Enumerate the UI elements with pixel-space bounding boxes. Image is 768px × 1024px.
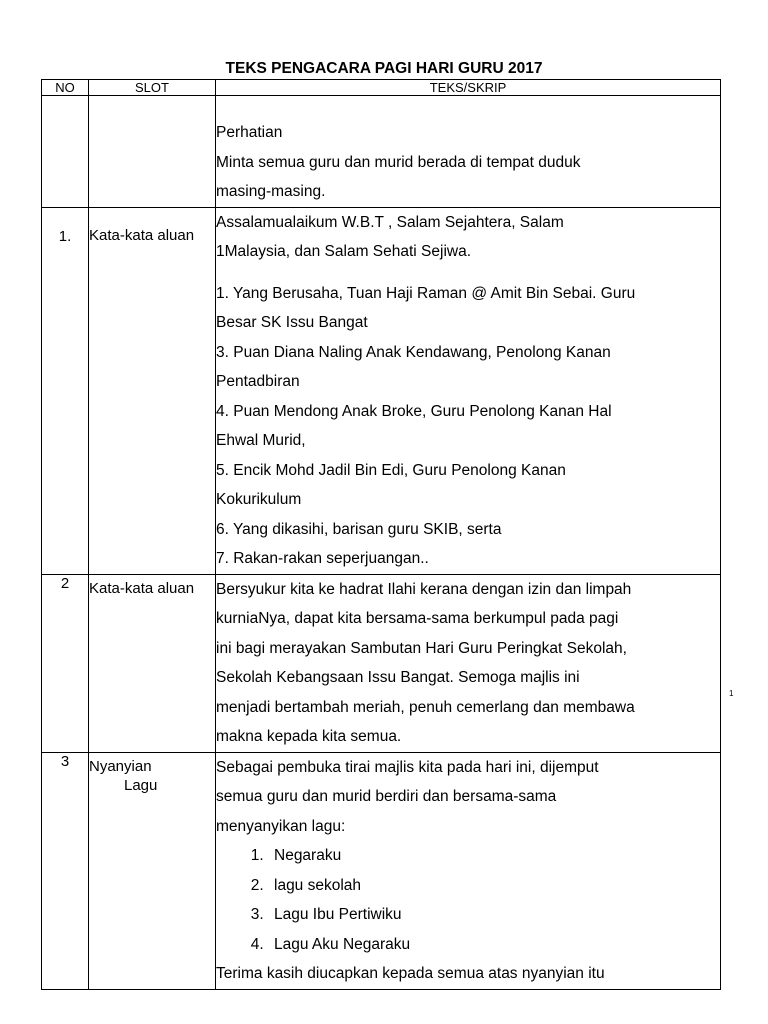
text-line: 1Malaysia, dan Salam Sehati Sejiwa. [216, 243, 472, 260]
text-line: Terima kasih diucapkan kepada semua atas nyanyian itu [216, 965, 605, 982]
table-row [42, 574, 721, 752]
row-no: 2 [42, 574, 89, 752]
slot-line: Lagu [124, 776, 158, 794]
text-line: Sebagai pembuka tirai majlis kita pada hari ini, dijemput [216, 758, 599, 776]
text-line: Assalamualaikum W.B.T , Salam Sejahtera, Salam [216, 213, 564, 231]
text-line: semua guru dan murid berdiri dan bersama-sama [216, 788, 557, 805]
row-no [42, 96, 89, 208]
row-slot [89, 96, 216, 208]
page-number: 1 [729, 689, 734, 698]
row-no: 1. [42, 207, 89, 574]
text-line: masing-masing. [216, 183, 326, 200]
text-line: 1. Yang Berusaha, Tuan Haji Raman @ Amit Bin Sebai. Guru [216, 284, 636, 302]
text-line: makna kepada kita semua. [216, 728, 402, 745]
slot-line: Nyanyian [89, 757, 152, 775]
header-text: TEKS/SKRIP [216, 80, 721, 96]
row-slot: Kata-kata aluan [89, 574, 216, 752]
text-line: kurniaNya, dapat kita bersama-sama berkumpul pada pagi [216, 610, 619, 627]
row-slot [89, 752, 216, 989]
text-line: menjadi bertambah meriah, penuh cemerlang dan membawa [216, 698, 635, 716]
text-line: 7. Rakan-rakan seperjuangan.. [216, 550, 429, 567]
header-slot: SLOT [89, 80, 216, 96]
text-line: 6. Yang dikasihi, barisan guru SKIB, serta [216, 520, 502, 538]
row-slot: Kata-kata aluan [89, 207, 216, 574]
text-line: 4. Puan Mendong Anak Broke, Guru Penolong Kanan Hal [216, 402, 612, 420]
text-line: Sekolah Kebangsaan Issu Bangat. Semoga majlis ini [216, 669, 580, 686]
script-table [41, 79, 721, 990]
header-no: NO [42, 80, 89, 96]
text-line: Besar SK Issu Bangat [216, 314, 368, 331]
text-line: Minta semua guru dan murid berada di tempat duduk [216, 153, 581, 171]
row-text [216, 207, 721, 574]
song-list [216, 841, 720, 959]
row-text [216, 574, 721, 752]
list-item: 3. Lagu Ibu Pertiwiku [268, 900, 720, 930]
text-line: 5. Encik Mohd Jadil Bin Edi, Guru Penolong Kanan [216, 461, 566, 479]
text-line: Bersyukur kita ke hadrat Ilahi kerana dengan izin dan limpah [216, 580, 632, 598]
text-line: menyanyikan lagu: [216, 817, 346, 835]
list-item: 2. lagu sekolah [268, 871, 720, 901]
row-text [216, 96, 721, 208]
document-title: TEKS PENGACARA PAGI HARI GURU 2017 [225, 60, 543, 77]
table-header-row [42, 80, 721, 96]
text-line: 3. Puan Diana Naling Anak Kendawang, Penolong Kanan [216, 343, 611, 361]
row-no: 3 [42, 752, 89, 989]
table-row [42, 96, 721, 208]
list-item: 4. Lagu Aku Negaraku [268, 930, 720, 960]
list-item: 1. Negaraku [268, 841, 720, 871]
text-line: Pentadbiran [216, 373, 300, 390]
text-line: Kokurikulum [216, 491, 302, 508]
text-line: ini bagi merayakan Sambutan Hari Guru Peringkat Sekolah, [216, 639, 627, 657]
text-line: Ehwal Murid, [216, 432, 306, 449]
paragraph-gap [216, 267, 720, 279]
table-row [42, 752, 721, 989]
row-text [216, 752, 721, 989]
table-row [42, 207, 721, 574]
text-line: Perhatian [216, 124, 283, 141]
